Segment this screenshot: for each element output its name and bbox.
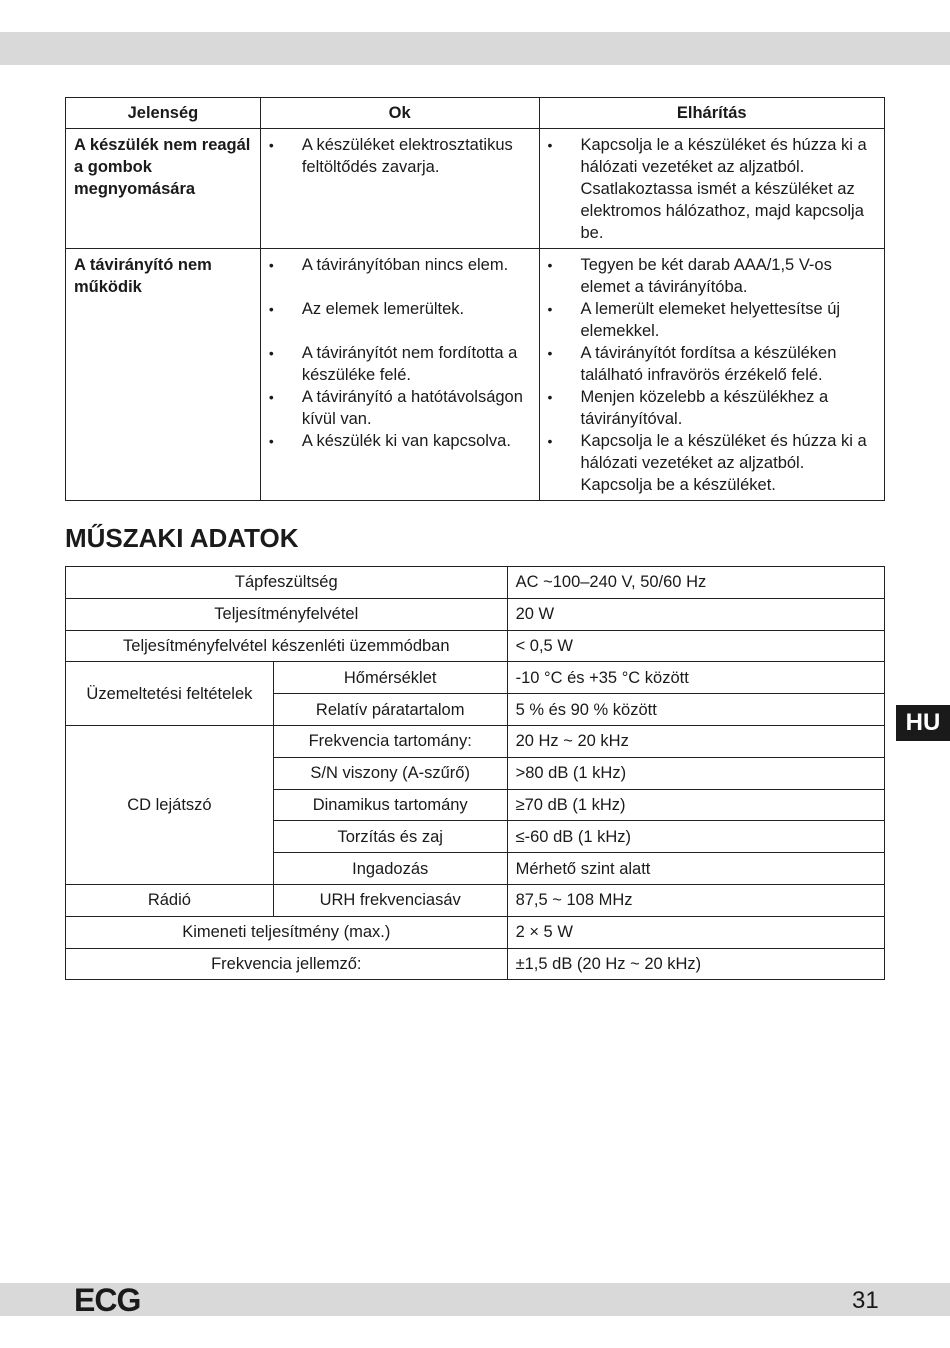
remedy-cell xyxy=(539,249,885,501)
list-item: • Kapcsolja le a készüléket és húzza ki a hálózati vezetéket az aljzatból. Csatlakoztassa ismét a készüléket az elektromos hálózathoz, majd kapcsolja be. xyxy=(548,134,877,244)
table-row xyxy=(66,630,885,662)
spec-label: URH frekvenciasáv xyxy=(273,884,507,916)
cause-cell xyxy=(260,129,539,249)
troubleshooting-table xyxy=(65,97,885,501)
spec-label: Ingadozás xyxy=(273,853,507,885)
table-row xyxy=(66,598,885,630)
spec-label: Relatív páratartalom xyxy=(273,694,507,726)
table-row xyxy=(66,916,885,948)
list-item: • A lemerült elemeket helyettesítse új elemekkel. xyxy=(548,298,877,342)
column-header-symptom: Jelenség xyxy=(66,98,261,129)
spec-value: 20 Hz ~ 20 kHz xyxy=(507,725,884,757)
table-row xyxy=(66,725,885,757)
cause-list xyxy=(269,134,531,178)
spec-group-label: CD lejátszó xyxy=(66,725,274,884)
column-header-cause: Ok xyxy=(260,98,539,129)
list-item: • Menjen közelebb a készülékhez a távirányítóval. xyxy=(548,386,877,430)
table-row xyxy=(66,129,885,249)
spec-label: Kimeneti teljesítmény (max.) xyxy=(66,916,508,948)
spec-value: 20 W xyxy=(507,598,884,630)
spec-value: < 0,5 W xyxy=(507,630,884,662)
column-header-remedy: Elhárítás xyxy=(539,98,885,129)
spec-value: 87,5 ~ 108 MHz xyxy=(507,884,884,916)
spec-group-label: Rádió xyxy=(66,884,274,916)
list-item: • Az elemek lemerültek. xyxy=(269,298,531,320)
spec-label: Hőmérséklet xyxy=(273,662,507,694)
spec-value: 5 % és 90 % között xyxy=(507,694,884,726)
spec-value: ≥70 dB (1 kHz) xyxy=(507,789,884,821)
list-item: • A készüléket elektrosztatikus feltöltődés zavarja. xyxy=(269,134,531,178)
brand-logo: ECG xyxy=(74,1282,141,1318)
table-header-row xyxy=(66,98,885,129)
cause-cell xyxy=(260,249,539,501)
table-row xyxy=(66,948,885,980)
spec-label: Torzítás és zaj xyxy=(273,821,507,853)
spec-value: ±1,5 dB (20 Hz ~ 20 kHz) xyxy=(507,948,884,980)
remedy-cell xyxy=(539,129,885,249)
footer-band xyxy=(0,1283,950,1316)
spec-label: Dinamikus tartomány xyxy=(273,789,507,821)
remedy-list xyxy=(548,254,877,496)
spec-label: S/N viszony (A-szűrő) xyxy=(273,757,507,789)
spec-label: Frekvencia tartomány: xyxy=(273,725,507,757)
cause-list xyxy=(269,254,531,452)
spec-label: Teljesítményfelvétel készenléti üzemmódban xyxy=(66,630,508,662)
symptom-cell: A készülék nem reagál a gombok megnyomására xyxy=(66,129,261,249)
top-band xyxy=(0,32,950,65)
list-item: • A távirányítóban nincs elem. xyxy=(269,254,531,276)
list-item: • A távirányító a hatótávolságon kívül van. xyxy=(269,386,531,430)
section-heading: MŰSZAKI ADATOK xyxy=(65,523,299,553)
page-number: 31 xyxy=(852,1287,879,1314)
list-item: • A készülék ki van kapcsolva. xyxy=(269,430,531,452)
spec-label: Teljesítményfelvétel xyxy=(66,598,508,630)
spec-group-label: Üzemeltetési feltételek xyxy=(66,662,274,726)
list-item: • A távirányítót fordítsa a készüléken található infravörös érzékelő felé. xyxy=(548,342,877,386)
list-item: • Kapcsolja le a készüléket és húzza ki a hálózati vezetéket az aljzatból. Kapcsolja be a készüléket. xyxy=(548,430,877,496)
table-row xyxy=(66,884,885,916)
spec-value: >80 dB (1 kHz) xyxy=(507,757,884,789)
specifications-table xyxy=(65,566,885,980)
symptom-cell: A távirányító nem működik xyxy=(66,249,261,501)
spec-value: -10 °C és +35 °C között xyxy=(507,662,884,694)
spec-value: ≤-60 dB (1 kHz) xyxy=(507,821,884,853)
table-row xyxy=(66,249,885,501)
spec-value: 2 × 5 W xyxy=(507,916,884,948)
list-item: • Tegyen be két darab AAA/1,5 V-os elemet a távirányítóba. xyxy=(548,254,877,298)
language-tab: HU xyxy=(896,705,950,741)
table-row xyxy=(66,567,885,599)
spec-label: Frekvencia jellemző: xyxy=(66,948,508,980)
list-item: • A távirányítót nem fordította a készüléke felé. xyxy=(269,342,531,386)
spec-value: AC ~100–240 V, 50/60 Hz xyxy=(507,567,884,599)
remedy-list xyxy=(548,134,877,244)
spec-label: Tápfeszültség xyxy=(66,567,508,599)
table-row xyxy=(66,662,885,694)
spec-value: Mérhető szint alatt xyxy=(507,853,884,885)
